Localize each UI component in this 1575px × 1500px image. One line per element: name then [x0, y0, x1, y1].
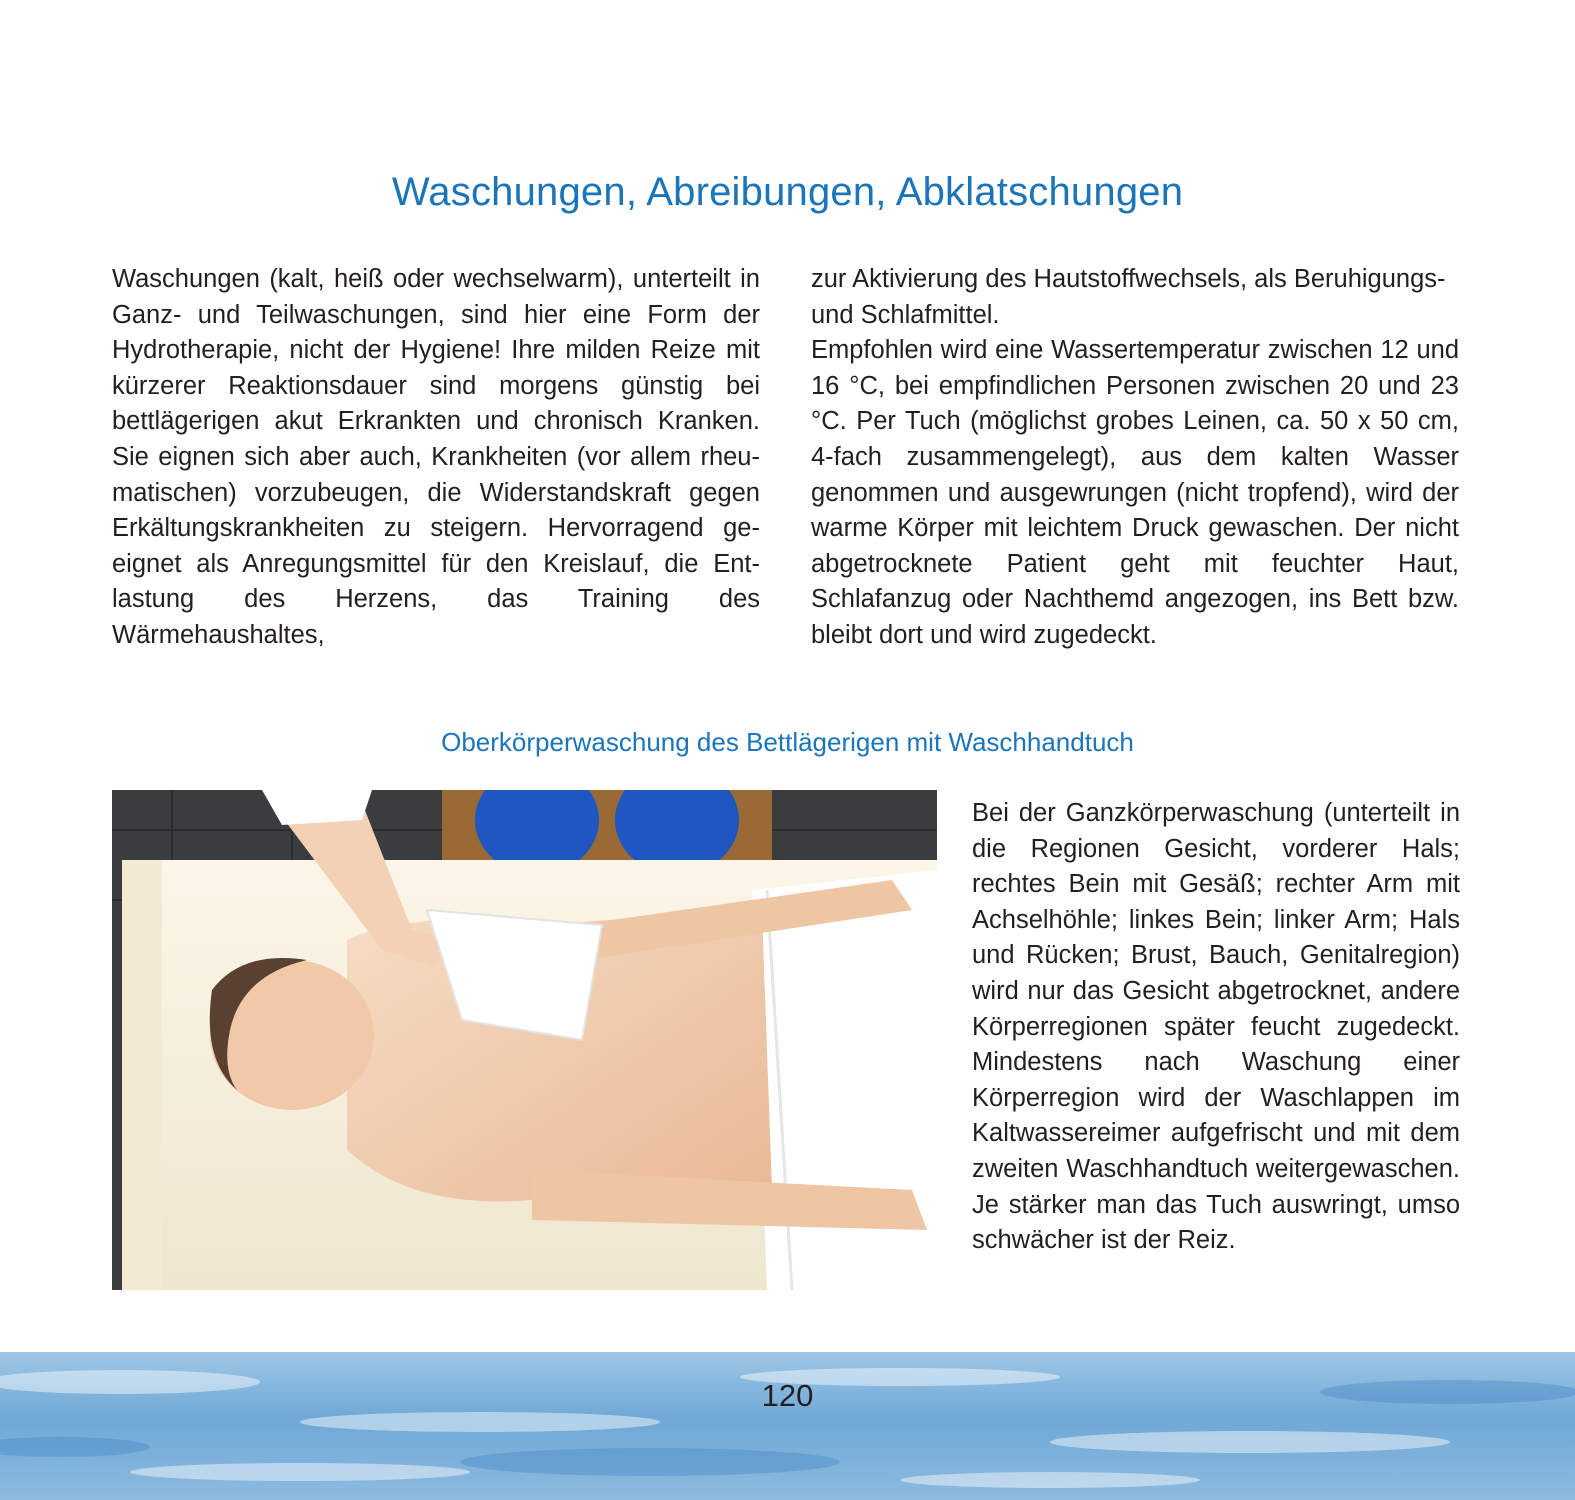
- right-column-text: [811, 262, 1459, 654]
- side-paragraph: Bei der Ganzkörperwaschung (unterteilt in die Regionen Gesicht, vorderer Hals; rechtes Bein mit Gesäß; rechter Arm mit Achselhöhle; linkes Bein; linker Arm; Hals und Rücken; Brust, Bauch, Genitalregion) wird nur das Gesicht abgetrocknet, andere Körperregionen später feucht zugedeckt. Mindestens nach Waschung einer Körperregion wird der Waschlappen im Kaltwassereimer aufgefrischt und mit dem zweiten Waschhandtuch weitergewaschen. Je stärker man das Tuch auswringt, umso schwächer ist der Reiz.: [972, 799, 1460, 1255]
- water-footer-banner: [0, 1352, 1575, 1500]
- photo-patient-washing: [112, 790, 937, 1290]
- left-column-paragraph: Waschungen (kalt, heiß oder wechselwarm), unterteilt in Ganz- und Teilwaschungen, sind hier eine Form der Hydrotherapie, nicht der Hygiene! Ihre milden Reize mit kürzerer Reaktionsdauer sind morgens günstig bei bettlägerigen akut Erkrankten und chronisch Kranken. Sie eignen sich aber auch, Krankheiten (vor allem rheumatischen) vorzubeugen, die Widerstandskraft gegen Erkältungskrankheiten zu steigern. Hervorragend geeignet als Anregungsmittel für den Kreislauf, die Entlastung des Herzens, das Training des Wärmehaushaltes,: [112, 265, 760, 649]
- page-title: Waschungen, Abreibungen, Abklatschungen: [391, 170, 1184, 214]
- right-column-paragraph-1: zur Aktivierung des Hautstoffwechsels, als Beruhigungs- und Schlafmittel.: [811, 265, 1446, 329]
- right-column-paragraph-2: Empfohlen wird eine Wassertemperatur zwischen 12 und 16 °C, bei empfindlichen Personen zwischen 20 und 23 °C. Per Tuch (möglichst grobes Leinen, ca. 50 x 50 cm, 4-fach zusammengelegt), aus dem kalten Wasser genommen und ausgewrungen (nicht tropfend), wird der warme Körper mit leichtem Druck gewaschen. Der nicht abgetrocknete Patient geht mit feuchter Haut, Schlafanzug oder Nachthemd angezogen, ins Bett bzw. bleibt dort und wird zugedeckt.: [811, 336, 1459, 649]
- image-caption-heading: Oberkörperwaschung des Bettlägerigen mit Waschhandtuch: [441, 727, 1134, 757]
- page-number: 120: [761, 1378, 814, 1413]
- left-column-text: [112, 262, 760, 654]
- water-texture-decoration: [0, 1352, 1575, 1500]
- photo-illustration: [112, 790, 937, 1290]
